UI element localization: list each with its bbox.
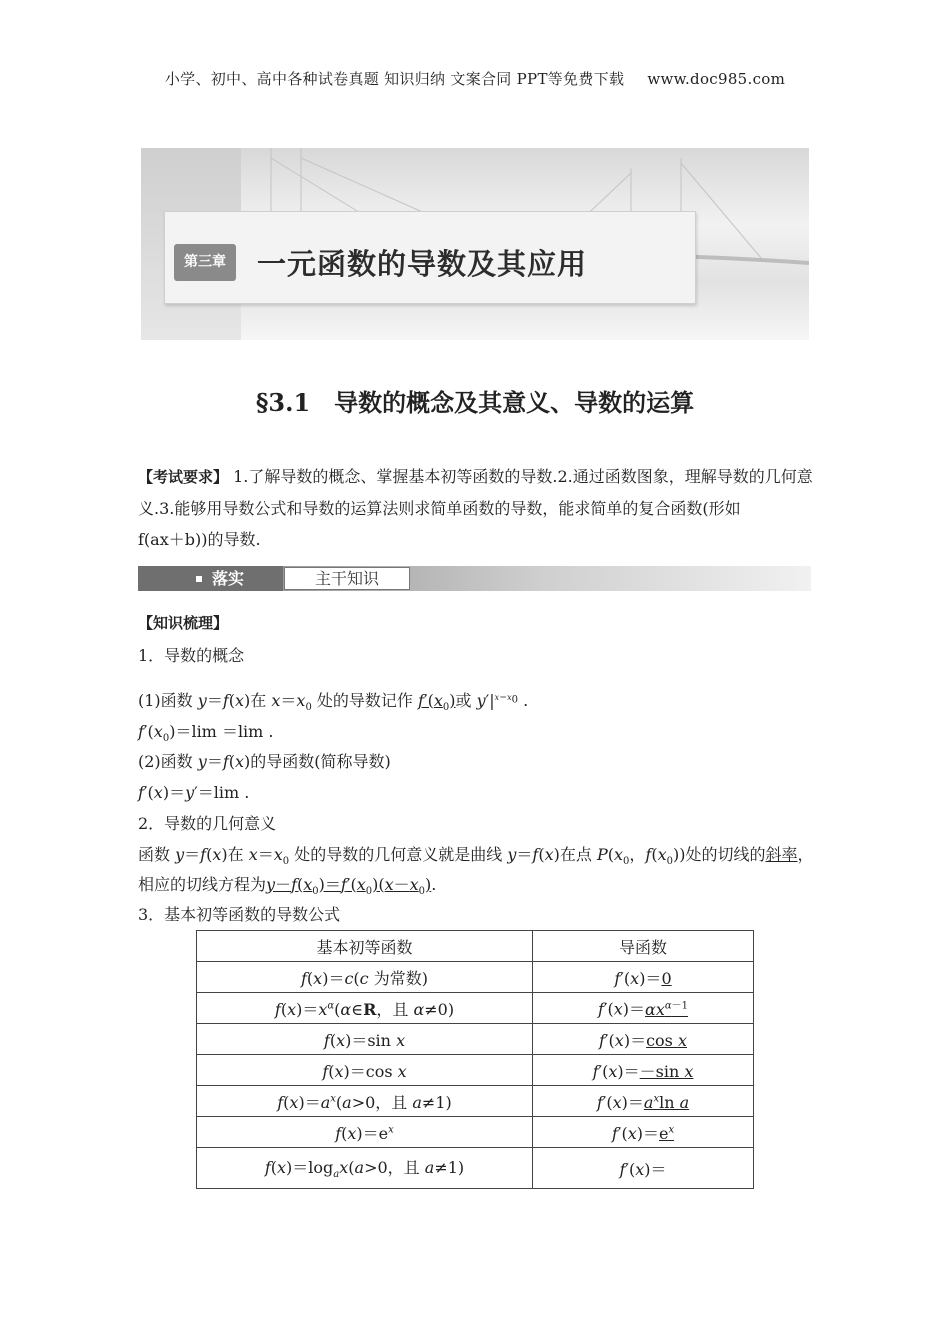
- table-header: 基本初等函数: [197, 931, 533, 962]
- table-header-row: [197, 931, 754, 962]
- header-url[interactable]: www.doc985.com: [647, 70, 786, 88]
- item-derivative-concept: 1．导数的概念: [138, 646, 245, 665]
- requirements-tail: f(ax＋b))的导数.: [138, 530, 261, 549]
- strip-right-label: 主干知识: [284, 567, 410, 590]
- formula-line-2: $f'(x_0)=\lim =\lim$ .: [138, 722, 274, 745]
- table-cell-derivative: f′(x)＝cos x: [533, 1024, 754, 1055]
- section-strip: [138, 566, 811, 591]
- table-row: [197, 1055, 754, 1086]
- table-cell-function: $f(x)=e^x$: [197, 1117, 533, 1148]
- table-row: [197, 1086, 754, 1117]
- table-row: [197, 962, 754, 993]
- table-cell-function: f(x)＝sin x: [197, 1024, 533, 1055]
- derivative-table: [196, 930, 754, 1189]
- table-cell-derivative: $f'(x)=\alpha x^{\alpha-1}$: [533, 993, 754, 1024]
- requirements-text: 1.了解导数的概念、掌握基本初等函数的导数.2.通过函数图象，理解导数的几何意义.3.能够用导数公式和导数的运算法则求简单函数的导数，能求简单的复合函数(形如: [138, 467, 813, 518]
- knowledge-heading: 【知识梳理】: [138, 614, 229, 632]
- table-cell-derivative: $f'(x)=e^x$: [533, 1117, 754, 1148]
- item-derivative-formulas: 3．基本初等函数的导数公式: [138, 905, 341, 924]
- geometric-line-1: 函数 y＝f(x)在 $x=x_0$ 处的导数的几何意义就是曲线 y＝f(x)在点 $P(x_0$，$f(x_0)$)处的切线的斜率，: [138, 845, 814, 868]
- table-cell-derivative: f′(x)＝－sin x: [533, 1055, 754, 1086]
- table-row: [197, 1148, 754, 1189]
- formula-line-1: (1)函数 y＝f(x)在 $x=x_0$ 处的导数记作 $f'(x_0)$或 $y'|^{x=x_0}$ .: [138, 691, 529, 714]
- header-text: 小学、初中、高中各种试卷真题 知识归纳 文案合同 PPT等免费下载: [164, 70, 625, 88]
- page-header: [0, 68, 950, 89]
- table-cell-function: $f(x)=a^x(a>0$，且 a≠1): [197, 1086, 533, 1117]
- table-cell-function: $f(x)=x^\alpha(\alpha\in R$，且 α≠0): [197, 993, 533, 1024]
- table-cell-function: $f(x)=\log_ax(a>0$，且 a≠1): [197, 1148, 533, 1189]
- square-bullet-icon: [196, 576, 202, 582]
- table-row: [197, 1117, 754, 1148]
- formula-line-4: f′(x)＝y′＝lim .: [138, 783, 250, 802]
- table-header: 导函数: [533, 931, 754, 962]
- strip-left-label: 落实: [212, 569, 245, 588]
- table-row: [197, 993, 754, 1024]
- strip-left: [138, 566, 283, 591]
- answer-slope: 斜率: [765, 845, 798, 864]
- item-geometric-meaning: 2．导数的几何意义: [138, 814, 277, 833]
- table-cell-function: f(x)＝c(c 为常数): [197, 962, 533, 993]
- table-cell-derivative: $f'(x)=a^x\ln$ a: [533, 1086, 754, 1117]
- formula-line-3: (2)函数 y＝f(x)的导函数(简称导数): [138, 752, 391, 771]
- table-cell-function: f(x)＝cos x: [197, 1055, 533, 1086]
- table-cell-derivative: f′(x)＝0: [533, 962, 754, 993]
- table-row: [197, 1024, 754, 1055]
- chapter-banner: [141, 148, 809, 340]
- exam-requirements: [138, 461, 814, 555]
- chapter-badge: 第三章: [174, 244, 236, 281]
- section-title: §3.1 导数的概念及其意义、导数的运算: [255, 388, 695, 417]
- geometric-line-2: 相应的切线方程为$y-f(x_0)=f'(x_0)(x-x_0)$.: [138, 875, 437, 898]
- table-cell-derivative: f′(x)＝: [533, 1148, 754, 1189]
- requirements-tag: 【考试要求】: [138, 468, 229, 486]
- chapter-title: 一元函数的导数及其应用: [257, 247, 588, 281]
